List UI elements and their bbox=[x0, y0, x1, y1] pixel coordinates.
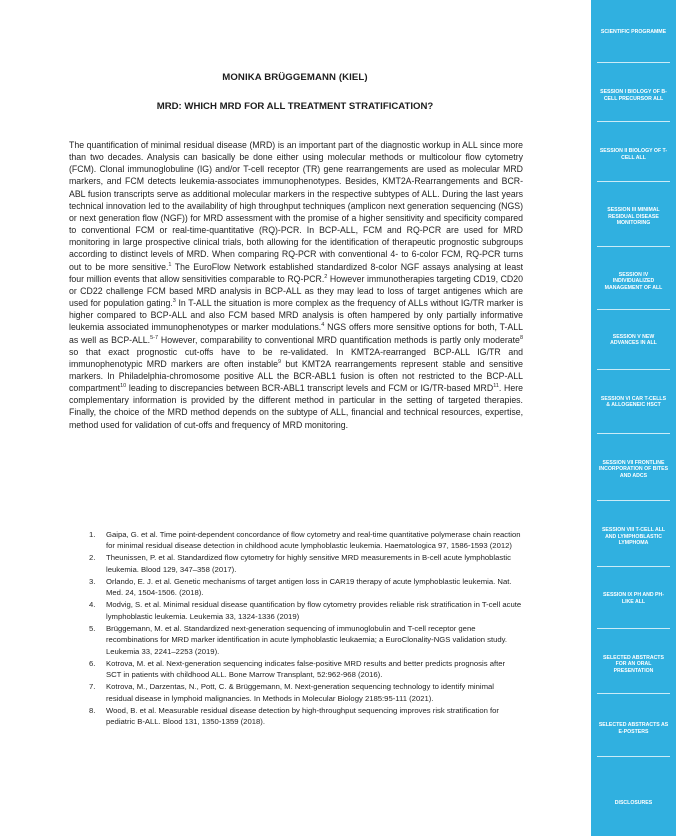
reference-item bbox=[82, 599, 522, 622]
reference-number: 8. bbox=[89, 705, 96, 715]
body-text-segment: leading to discrepancies between BCR-ABL1 transcript levels and FCM or IG/TR-based MRD bbox=[126, 383, 494, 394]
citation-superscript: 1 bbox=[168, 261, 172, 268]
reference-item bbox=[82, 658, 522, 681]
body-text-segment: The EuroFlow Network established standardized 8-color NGF assays analysing at least four million events that allow sensitivities comparable to RQ-PCR. bbox=[69, 261, 524, 284]
author-heading: MONIKA BRÜGGEMANN (KIEL) bbox=[222, 72, 368, 83]
reference-item bbox=[82, 681, 522, 704]
citation-superscript: 3 bbox=[172, 298, 176, 305]
sidebar-navigation bbox=[591, 0, 676, 836]
sidebar-item-session-v-new-advances-in-all[interactable] bbox=[591, 317, 676, 363]
sidebar-divider bbox=[597, 433, 670, 434]
citation-superscript: 9 bbox=[277, 358, 282, 365]
sidebar-item-session-iv-individualized-management-of-all[interactable] bbox=[591, 255, 676, 308]
body-text-segment: However, comparability to conventional MRD quantification methods is partly only moderate bbox=[158, 334, 520, 345]
reference-item bbox=[82, 705, 522, 728]
citation-superscript: 11 bbox=[493, 383, 499, 390]
sidebar-divider bbox=[597, 62, 670, 63]
reference-text: Theunissen, P. et al. Standardized flow cytometry for highly sensitive MRD measurements in B-cell acute lymphoblastic leukemia. Blood 129, 347–358 (2017). bbox=[106, 553, 511, 574]
sidebar-item-label: SESSION III MINIMAL RESIDUAL DISEASE MONITORING bbox=[607, 207, 660, 227]
sidebar-item-session-ii-biology-of-t-cell-all[interactable] bbox=[591, 131, 676, 178]
body-text-segment: NGS offers more sensitive options for both, T-ALL as well as BCP-ALL. bbox=[69, 322, 523, 345]
reference-text: Brüggemann, M. et al. Standardized next-generation sequencing of immunoglobulin and T-cell receptor gene recombinations for MRD marker identification in acute lymphoblastic leukaemia; a EuroClonality-NGS validation study. Leukemia 33, 2241–2253 (2019). bbox=[106, 623, 508, 656]
sidebar-item-session-viii-t-cell-all-and-lymphoblastic-lymphoma[interactable] bbox=[591, 509, 676, 565]
sidebar-divider bbox=[597, 181, 670, 182]
reference-number: 6. bbox=[89, 658, 96, 668]
body-text-segment: . Here complementary information is provided by the different method in particular in the setting of targeted therapies. Finally, the choice of the MRD method depends on the subtype of ALL, financial and technical resources, expertise, method used for validation of cut-offs and frequency of MRD monitoring. bbox=[69, 383, 524, 430]
sidebar-divider bbox=[597, 309, 670, 310]
sidebar-divider bbox=[597, 693, 670, 694]
citation-superscript: 4 bbox=[321, 322, 325, 329]
sidebar-divider bbox=[597, 566, 670, 567]
reference-number: 2. bbox=[89, 553, 96, 563]
sidebar-item-selected-abstracts-for-an-oral-presentation[interactable] bbox=[591, 637, 676, 692]
reference-text: Orlando, E. J. et al. Genetic mechanisms of target antigen loss in CAR19 therapy of acute lymphoblastic leukemia. Nat. Med. 24, 1504-1506. (2018). bbox=[106, 576, 512, 598]
reference-item bbox=[82, 623, 522, 657]
sidebar-item-label: SESSION VIII T-CELL ALL AND LYMPHOBLASTIC LYMPHOMA bbox=[601, 527, 666, 547]
reference-number: 4. bbox=[89, 600, 96, 610]
sidebar-item-session-vi-car-t-cells-allogeneic-hsct[interactable] bbox=[591, 378, 676, 426]
abstract-body bbox=[69, 139, 523, 431]
reference-text: Wood, B. et al. Measurable residual disease detection by high-throughput sequencing improves risk stratification for pediatric B-ALL. Blood 131, 1350-1359 (2018). bbox=[106, 705, 499, 726]
reference-item bbox=[82, 529, 522, 552]
sidebar-item-label: SESSION VI CAR T-CELLS & ALLOGENEIC HSCT bbox=[600, 395, 667, 408]
sidebar-item-session-ix-ph-and-ph-like-all[interactable] bbox=[591, 575, 676, 622]
citation-superscript: 5-7 bbox=[150, 334, 159, 341]
sidebar-item-disclosures[interactable] bbox=[591, 770, 676, 836]
reference-number: 7. bbox=[89, 682, 96, 692]
reference-list bbox=[82, 529, 522, 728]
sidebar-item-session-iii-minimal-residual-disease-monitoring[interactable] bbox=[591, 190, 676, 244]
body-text-segment: However immunotherapies targeting CD19, CD20 or CD22 challenge FCM based MRD analysis in BCP-ALL as they may lead to loss of target antigenes which are used for population gating. bbox=[69, 273, 523, 309]
body-text-segment: The quantification of minimal residual disease (MRD) is an important part of the diagnostic workup in ALL since more than two decades. Analysis can basically be done either using molecular methods or multicolour flow cytometry (FCM). Clonal immunoglobuline (IG) and/or T-cell receptor (TR) gene rearrangements are used as molecular MRD markers, and FCM detects leukemia-associates immunophenotypes. Besides, KMT2A-Rearrangements and BCR-ABL fusion transcripts serve as additional molecular markers in the respective subtypes of ALL. During the last years technical innovation led to the availability of high throughput techniques (amplicon next generation sequencing (NGS) or next generation flow (NGF)) for MRD assessment with the promise of a higher sensitivity and specificity compared to conventional FCM or real-time-quantitative (RQ)-PCR. In BCP-ALL, FCM and RQ-PCR are used for MRD monitoring in large prospective clinical trials, both allowing for the identification of therapeutic prognostic subgroups according to distinct levels of MRD. When comparing RQ-PCR with conventional 4- to 6-color FCM, RQ-PCR turns out to be more sensitive. bbox=[69, 140, 523, 272]
sidebar-item-session-i-biology-of-b-cell-precursor-all[interactable] bbox=[591, 72, 676, 119]
sidebar-item-label: SESSION V NEW ADVANCES IN ALL bbox=[610, 333, 657, 346]
reference-text: Modvig, S. et al. Minimal residual disease quantification by flow cytometry provides reliable risk stratification in T-cell acute lymphoblastic leukemia. Leukemia 33, 1324-1336 (2019) bbox=[106, 600, 522, 621]
body-text-segment: but KMT2A rearrangements represent stable and sensitive markers. In Philadelphia-chromosome positive ALL the BCR-ABL1 fusion is often not restricted to the BCP-ALL compartment bbox=[69, 358, 523, 394]
sidebar-divider bbox=[597, 246, 670, 247]
reference-number: 1. bbox=[89, 530, 96, 539]
reference-text: Kotrova, M. et al. Next-generation sequencing indicates false-positive MRD results and better predicts prognosis after SCT in patients with childhood ALL. Bone Marrow Transplant, 52:962-968 (2016). bbox=[106, 658, 506, 680]
sidebar-item-scientific-programme[interactable] bbox=[591, 6, 676, 59]
reference-text: Kotrova, M., Darzentas, N., Pott, C. & Brüggemann, M. Next-generation sequencing technology to identify minimal residual disease in lymphoid malignancies. In Methods in Molecular Biology 2185:95-111 (2021). bbox=[106, 682, 494, 703]
citation-superscript: 10 bbox=[120, 383, 127, 390]
sidebar-item-label: SELECTED ABSTRACTS AS E-POSTERS bbox=[598, 722, 669, 735]
body-text-segment: so that exact prognostic cut-offs have to be re-validated. In KMT2A-rearranged BCP-ALL IG/TR and immunophenotypic MRD markers are often instable bbox=[69, 346, 523, 369]
citation-superscript: 8 bbox=[519, 334, 523, 341]
sidebar-item-label: SESSION IX PH AND PH-LIKE ALL bbox=[603, 592, 664, 605]
abstract-title: MRD: WHICH MRD FOR ALL TREATMENT STRATIFICATION? bbox=[156, 101, 434, 112]
reference-number: 5. bbox=[89, 623, 96, 633]
citation-superscript: 2 bbox=[324, 273, 328, 280]
body-text-segment: In T-ALL the situation is more complex as the frequency of ALLs without IG/TR marker is higher compared to BCP-ALL and also FCM based MRD analysis is often hampered by only partially informative leukemia associated immunophenotypes or marker modulations. bbox=[69, 298, 523, 333]
sidebar-divider bbox=[597, 756, 670, 757]
sidebar-divider bbox=[597, 121, 670, 122]
sidebar-divider bbox=[597, 628, 670, 629]
sidebar-item-label: SCIENTIFIC PROGRAMME bbox=[600, 29, 667, 36]
sidebar-item-label: SESSION IV INDIVIDUALIZED MANAGEMENT OF ALL bbox=[604, 271, 663, 291]
sidebar-divider bbox=[597, 369, 670, 370]
sidebar-item-selected-abstracts-as-e-posters[interactable] bbox=[591, 702, 676, 755]
sidebar-item-label: SESSION VII FRONTLINE INCORPORATION OF BITES AND ADCS bbox=[598, 459, 669, 479]
sidebar-item-label: SESSION II BIOLOGY OF T-CELL ALL bbox=[599, 148, 668, 161]
sidebar-item-session-vii-frontline-incorporation-of-bites-and-adcs[interactable] bbox=[591, 442, 676, 497]
sidebar-item-label: DISCLOSURES bbox=[614, 799, 653, 806]
sidebar-item-label: SESSION I BIOLOGY OF B-CELL PRECURSOR ALL bbox=[600, 89, 667, 102]
sidebar-divider bbox=[597, 500, 670, 501]
reference-item bbox=[82, 552, 522, 575]
reference-text: Gaipa, G. et al. Time point-dependent concordance of flow cytometry and real-time quantitative polymerase chain reaction for minimal residual disease detection in childhood acute lymphoblastic leukemia. Haematologica 97, 1586-1593 (2012) bbox=[106, 530, 521, 551]
reference-number: 3. bbox=[89, 576, 96, 586]
reference-item bbox=[82, 576, 522, 599]
sidebar-item-label: SELECTED ABSTRACTS FOR AN ORAL PRESENTATION bbox=[603, 654, 664, 674]
